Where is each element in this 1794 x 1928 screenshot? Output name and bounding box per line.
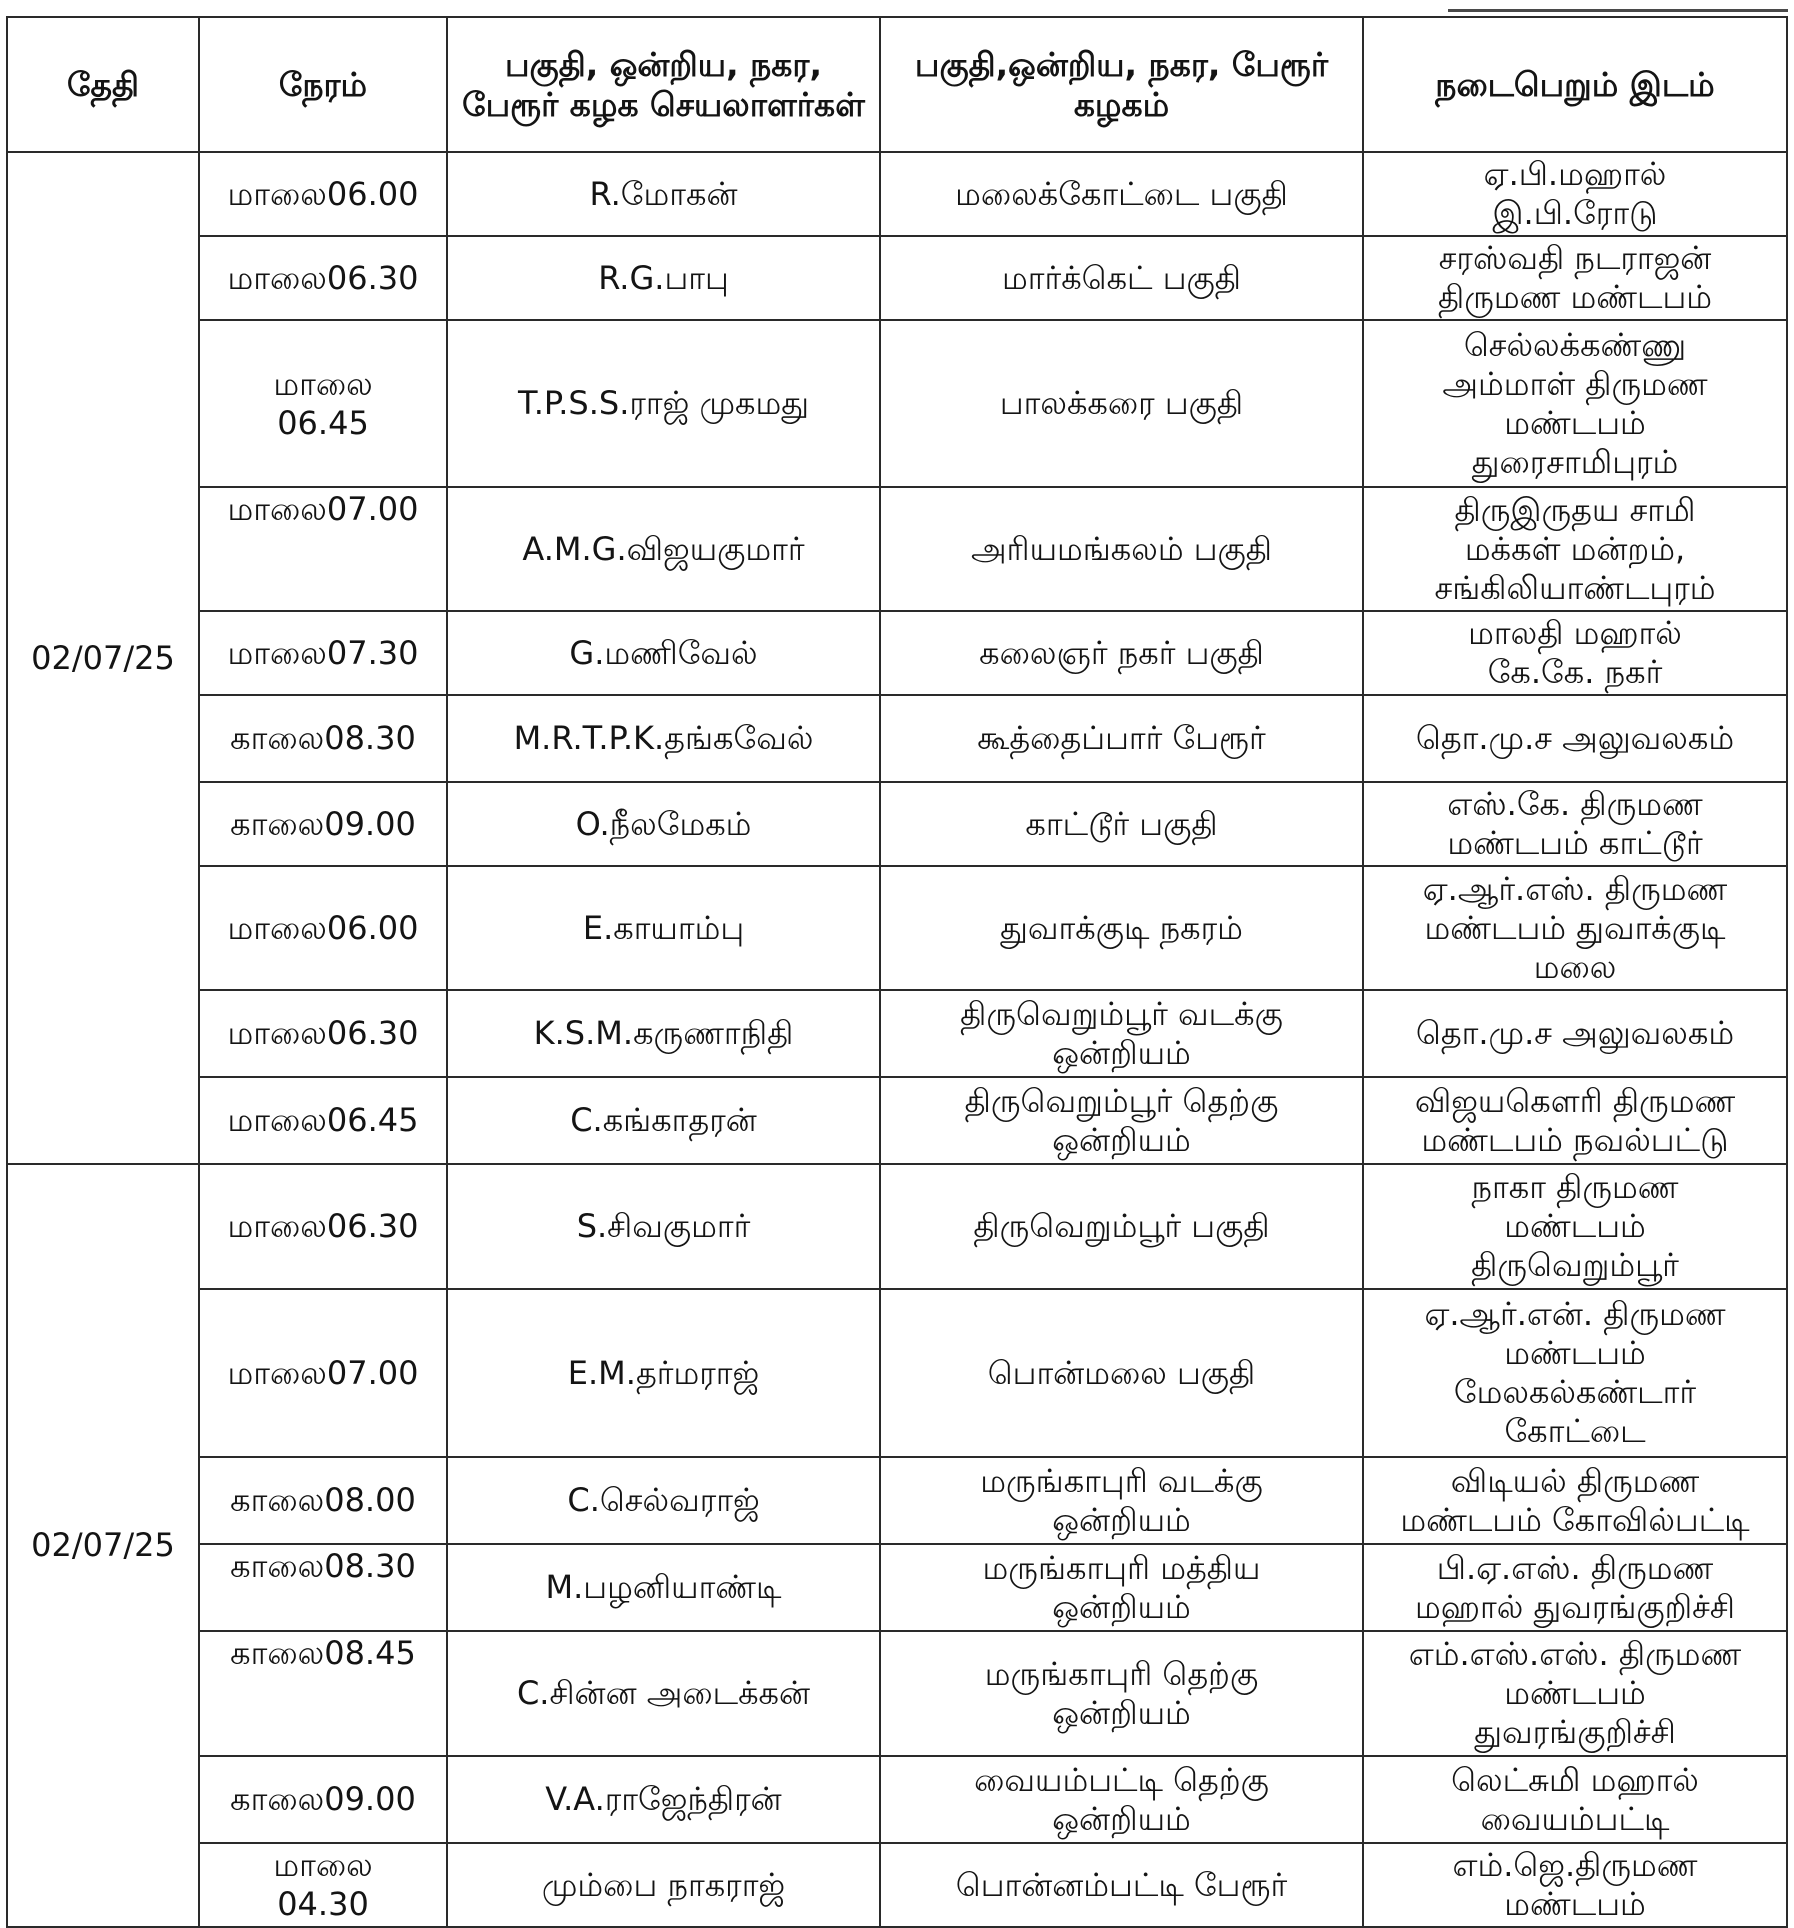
header-row xyxy=(7,17,1787,152)
venue-cell: தொ.மு.ச அலுவலகம் xyxy=(1363,990,1787,1077)
header-secretaries: பகுதி, ஒன்றிய, நகர, பேரூர் கழக செயலாளர்கள் xyxy=(447,17,880,152)
organisation-cell: மருங்காபுரி வடக்கு ஒன்றியம் xyxy=(880,1457,1363,1544)
time-cell: காலை09.00 xyxy=(199,1756,447,1843)
time-cell: மாலை07.00 xyxy=(199,487,447,611)
venue-cell: செல்லக்கண்ணு அம்மாள் திருமண மண்டபம் துரைசாமிபுரம் xyxy=(1363,320,1787,487)
header-organisation: பகுதி,ஒன்றிய, நகர, பேரூர் கழகம் xyxy=(880,17,1363,152)
table-row xyxy=(7,611,1787,695)
table-row xyxy=(7,236,1787,320)
table-row xyxy=(7,866,1787,990)
organisation-cell: மார்க்கெட் பகுதி xyxy=(880,236,1363,320)
table-row xyxy=(7,1077,1787,1164)
table-row xyxy=(7,487,1787,611)
venue-cell: ஏ.ஆர்.என். திருமண மண்டபம் மேலகல்கண்டார் கோட்டை xyxy=(1363,1289,1787,1457)
meeting-schedule-table xyxy=(6,16,1788,1928)
table-row xyxy=(7,1457,1787,1544)
venue-cell: எஸ்.கே. திருமண மண்டபம் காட்டூர் xyxy=(1363,782,1787,866)
venue-cell: பி.ஏ.எஸ். திருமண மஹால் துவரங்குறிச்சி xyxy=(1363,1544,1787,1631)
date-cell: 02/07/25 xyxy=(7,152,199,1164)
venue-cell: எம்.எஸ்.எஸ். திருமண மண்டபம் துவரங்குறிச்சி xyxy=(1363,1631,1787,1756)
secretary-name-cell: R.மோகன் xyxy=(447,152,880,236)
venue-cell: தொ.மு.ச அலுவலகம் xyxy=(1363,695,1787,782)
secretary-name-cell: S.சிவகுமார் xyxy=(447,1164,880,1289)
secretary-name-cell: M.பழனியாண்டி xyxy=(447,1544,880,1631)
organisation-cell: திருவெறும்பூர் பகுதி xyxy=(880,1164,1363,1289)
venue-cell: ஏ.ஆர்.எஸ். திருமண மண்டபம் துவாக்குடி மலை xyxy=(1363,866,1787,990)
secretary-name-cell: O.நீலமேகம் xyxy=(447,782,880,866)
organisation-cell: பொன்மலை பகுதி xyxy=(880,1289,1363,1457)
header-date: தேதி xyxy=(7,17,199,152)
table-row xyxy=(7,782,1787,866)
secretary-name-cell: A.M.G.விஜயகுமார் xyxy=(447,487,880,611)
time-cell: காலை09.00 xyxy=(199,782,447,866)
time-cell: காலை08.45 xyxy=(199,1631,447,1756)
schedule-body xyxy=(7,152,1787,1927)
time-cell: மாலை06.45 xyxy=(199,1077,447,1164)
organisation-cell: பாலக்கரை பகுதி xyxy=(880,320,1363,487)
table-row xyxy=(7,1164,1787,1289)
time-cell: மாலை06.30 xyxy=(199,990,447,1077)
venue-cell: சரஸ்வதி நடராஜன் திருமண மண்டபம் xyxy=(1363,236,1787,320)
venue-cell: லெட்சுமி மஹால் வையம்பட்டி xyxy=(1363,1756,1787,1843)
organisation-cell: துவாக்குடி நகரம் xyxy=(880,866,1363,990)
table-row xyxy=(7,695,1787,782)
organisation-cell: திருவெறும்பூர் வடக்கு ஒன்றியம் xyxy=(880,990,1363,1077)
secretary-name-cell: E.M.தர்மராஜ் xyxy=(447,1289,880,1457)
organisation-cell: கலைஞர் நகர் பகுதி xyxy=(880,611,1363,695)
secretary-name-cell: E.காயாம்பு xyxy=(447,866,880,990)
organisation-cell: காட்டூர் பகுதி xyxy=(880,782,1363,866)
organisation-cell: பொன்னம்பட்டி பேரூர் xyxy=(880,1843,1363,1927)
time-cell: மாலை07.00 xyxy=(199,1289,447,1457)
table-row xyxy=(7,1289,1787,1457)
time-cell: மாலை06.30 xyxy=(199,236,447,320)
time-cell: மாலை06.30 xyxy=(199,1164,447,1289)
organisation-cell: மருங்காபுரி மத்திய ஒன்றியம் xyxy=(880,1544,1363,1631)
date-cell: 02/07/25 xyxy=(7,1164,199,1927)
secretary-name-cell: C.சின்ன அடைக்கன் xyxy=(447,1631,880,1756)
time-cell: காலை08.30 xyxy=(199,695,447,782)
secretary-name-cell: T.P.S.S.ராஜ் முகமது xyxy=(447,320,880,487)
organisation-cell: மலைக்கோட்டை பகுதி xyxy=(880,152,1363,236)
secretary-name-cell: V.A.ராஜேந்திரன் xyxy=(447,1756,880,1843)
secretary-name-cell: G.மணிவேல் xyxy=(447,611,880,695)
venue-cell: ஏ.பி.மஹால் இ.பி.ரோடு xyxy=(1363,152,1787,236)
header-venue: நடைபெறும் இடம் xyxy=(1363,17,1787,152)
table-row xyxy=(7,320,1787,487)
time-cell: மாலை 06.45 xyxy=(199,320,447,487)
organisation-cell: மருங்காபுரி தெற்கு ஒன்றியம் xyxy=(880,1631,1363,1756)
table-row xyxy=(7,1843,1787,1927)
top-rule xyxy=(1448,9,1788,12)
organisation-cell: அரியமங்கலம் பகுதி xyxy=(880,487,1363,611)
time-cell: மாலை06.00 xyxy=(199,152,447,236)
table-row xyxy=(7,1631,1787,1756)
venue-cell: விஜயகௌரி திருமண மண்டபம் நவல்பட்டு xyxy=(1363,1077,1787,1164)
header-time: நேரம் xyxy=(199,17,447,152)
table-row xyxy=(7,1756,1787,1843)
time-cell: மாலை06.00 xyxy=(199,866,447,990)
venue-cell: நாகா திருமண மண்டபம் திருவெறும்பூர் xyxy=(1363,1164,1787,1289)
table-row xyxy=(7,152,1787,236)
secretary-name-cell: C.கங்காதரன் xyxy=(447,1077,880,1164)
venue-cell: எம்.ஜெ.திருமண மண்டபம் xyxy=(1363,1843,1787,1927)
venue-cell: மாலதி மஹால் கே.கே. நகர் xyxy=(1363,611,1787,695)
secretary-name-cell: மும்பை நாகராஜ் xyxy=(447,1843,880,1927)
secretary-name-cell: K.S.M.கருணாநிதி xyxy=(447,990,880,1077)
venue-cell: விடியல் திருமண மண்டபம் கோவில்பட்டி xyxy=(1363,1457,1787,1544)
organisation-cell: கூத்தைப்பார் பேரூர் xyxy=(880,695,1363,782)
venue-cell: திருஇருதய சாமி மக்கள் மன்றம், சங்கிலியாண்டபுரம் xyxy=(1363,487,1787,611)
secretary-name-cell: M.R.T.P.K.தங்கவேல் xyxy=(447,695,880,782)
table-row xyxy=(7,1544,1787,1631)
time-cell: மாலை 04.30 xyxy=(199,1843,447,1927)
secretary-name-cell: C.செல்வராஜ் xyxy=(447,1457,880,1544)
time-cell: காலை08.30 xyxy=(199,1544,447,1631)
time-cell: மாலை07.30 xyxy=(199,611,447,695)
organisation-cell: திருவெறும்பூர் தெற்கு ஒன்றியம் xyxy=(880,1077,1363,1164)
time-cell: காலை08.00 xyxy=(199,1457,447,1544)
organisation-cell: வையம்பட்டி தெற்கு ஒன்றியம் xyxy=(880,1756,1363,1843)
table-row xyxy=(7,990,1787,1077)
schedule-page xyxy=(6,0,1788,1922)
secretary-name-cell: R.G.பாபு xyxy=(447,236,880,320)
